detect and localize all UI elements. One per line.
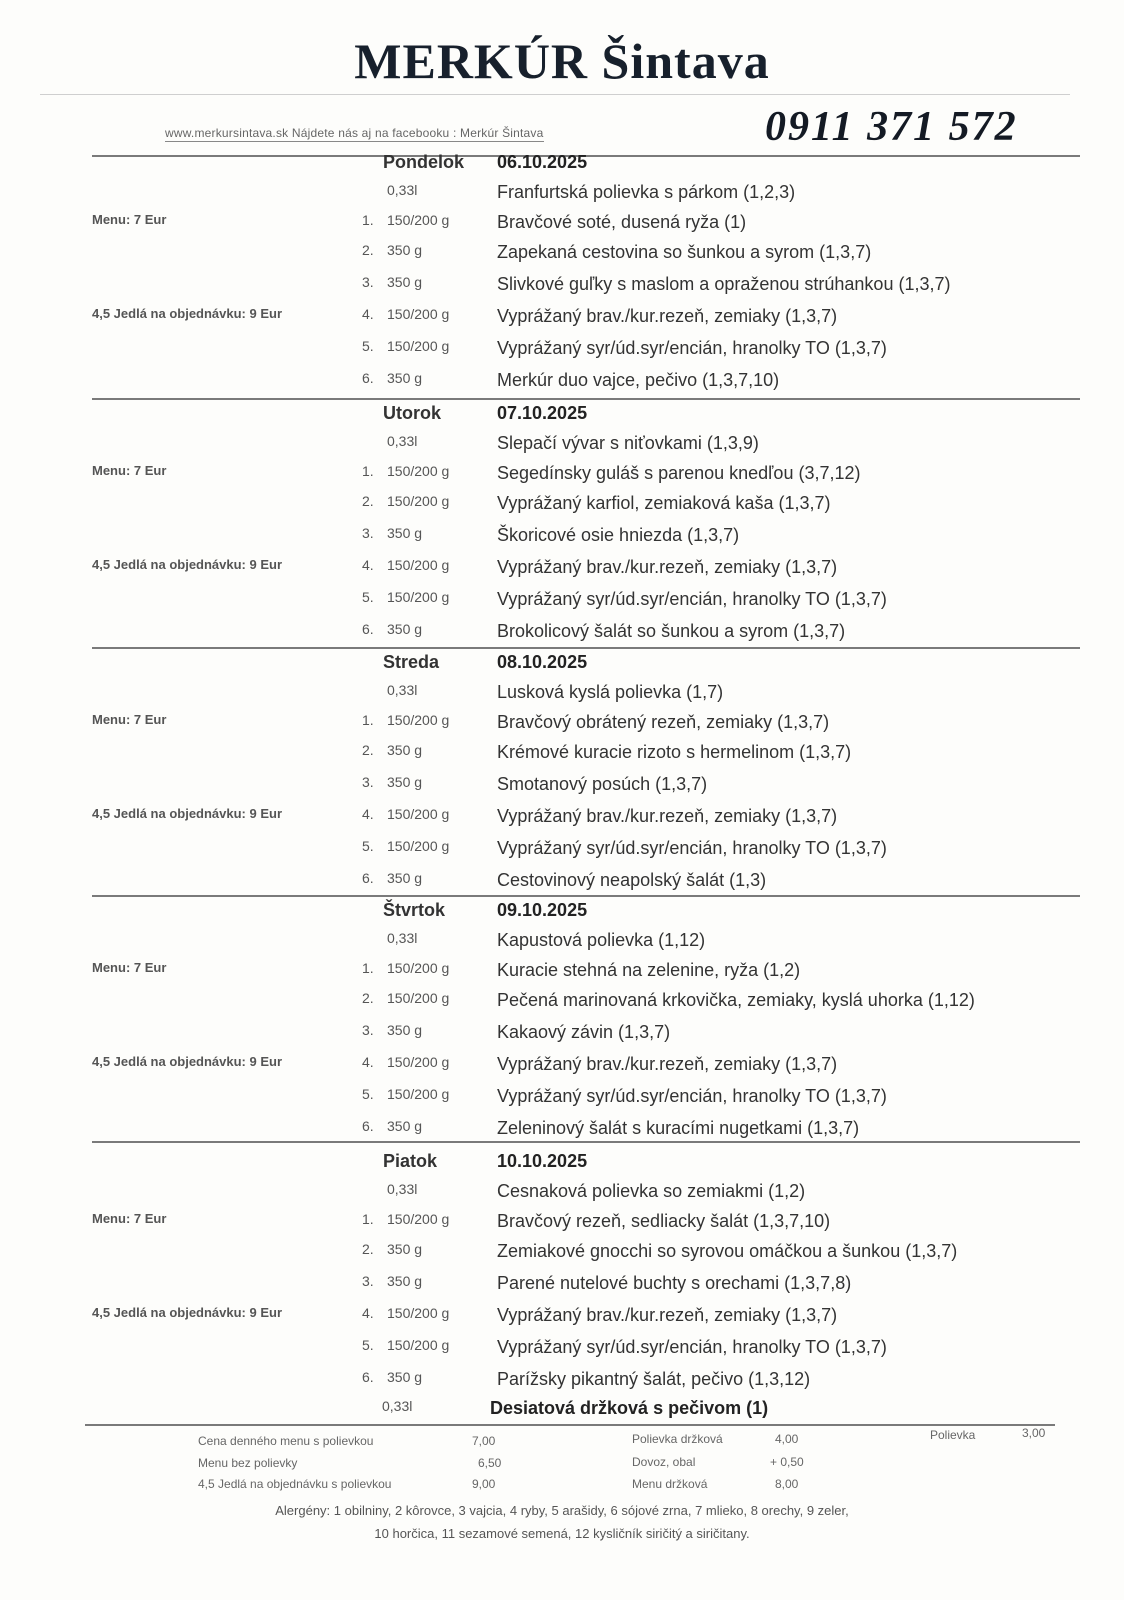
price-value: 6,50: [478, 1456, 502, 1470]
soup-dish: Slepačí vývar s niťovkami (1,3,9): [497, 433, 759, 453]
day-name: Pondelok: [383, 152, 465, 172]
menu-price-label: Menu: 7 Eur: [92, 1211, 167, 1226]
item-number: 3.: [362, 525, 374, 541]
item-dish: Zemiakové gnocchi so syrovou omáčkou a šunkou (1,3,7): [497, 1241, 958, 1261]
item-dish: Zapekaná cestovina so šunkou a syrom (1,3,7): [497, 242, 872, 262]
item-number: 4.: [362, 806, 374, 822]
special-dish: Desiatová držková s pečivom (1): [490, 1398, 769, 1418]
soup-dish: Lusková kyslá polievka (1,7): [497, 682, 724, 702]
item-number: 2.: [362, 990, 374, 1006]
order-price-label: 4,5 Jedlá na objednávku: 9 Eur: [92, 1054, 283, 1069]
menu-item-row: [0, 712, 1124, 742]
price-label: Cena denného menu s polievkou: [198, 1434, 374, 1448]
item-number: 6.: [362, 1118, 374, 1134]
price-label: Menu držková: [632, 1477, 708, 1491]
item-qty: 150/200 g: [387, 1054, 450, 1070]
item-qty: 350 g: [387, 1022, 423, 1038]
price-value: 7,00: [472, 1434, 496, 1448]
item-number: 2.: [362, 742, 374, 758]
item-qty: 150/200 g: [387, 493, 450, 509]
soup-dish: Cesnaková polievka so zemiakmi (1,2): [497, 1181, 806, 1201]
item-dish: Vyprážaný syr/úd.syr/encián, hranolky TO (1,3,7): [497, 838, 887, 858]
item-number: 5.: [362, 1337, 374, 1353]
item-qty: 350 g: [387, 274, 423, 290]
order-price-label: 4,5 Jedlá na objednávku: 9 Eur: [92, 806, 283, 821]
item-dish: Parížsky pikantný šalát, pečivo (1,3,12): [497, 1369, 811, 1389]
price-label: Polievka držková: [632, 1432, 723, 1446]
item-qty: 350 g: [387, 1241, 423, 1257]
menu-price-label: Menu: 7 Eur: [92, 212, 167, 227]
menu-price-label: Menu: 7 Eur: [92, 463, 167, 478]
soup-row: [0, 682, 1124, 712]
day-divider: [92, 1141, 1080, 1143]
menu-item-row: [0, 1211, 1124, 1241]
item-qty: 150/200 g: [387, 338, 450, 354]
menu-price-label: Menu: 7 Eur: [92, 960, 167, 975]
item-number: 1.: [362, 712, 374, 728]
menu-item-row: [0, 525, 1124, 555]
item-dish: Škoricové osie hniezda (1,3,7): [497, 525, 740, 545]
item-number: 3.: [362, 274, 374, 290]
soup-qty: 0,33l: [387, 930, 418, 946]
item-qty: 150/200 g: [387, 806, 450, 822]
menu-item-row: [0, 1337, 1124, 1367]
soup-qty: 0,33l: [387, 433, 418, 449]
item-number: 6.: [362, 1369, 374, 1385]
item-number: 4.: [362, 557, 374, 573]
item-qty: 150/200 g: [387, 712, 450, 728]
item-number: 6.: [362, 370, 374, 386]
item-number: 2.: [362, 242, 374, 258]
item-dish: Merkúr duo vajce, pečivo (1,3,7,10): [497, 370, 780, 390]
item-qty: 350 g: [387, 242, 423, 258]
item-qty: 150/200 g: [387, 1337, 450, 1353]
menu-item-row: [0, 370, 1124, 400]
soup-qty: 0,33l: [387, 1181, 418, 1197]
day-date: 10.10.2025: [497, 1151, 588, 1171]
item-number: 5.: [362, 1086, 374, 1102]
item-number: 1.: [362, 960, 374, 976]
item-number: 3.: [362, 1022, 374, 1038]
day-name: Štvrtok: [383, 900, 446, 920]
soup-row: [0, 433, 1124, 463]
item-dish: Bravčový obrátený rezeň, zemiaky (1,3,7): [497, 712, 830, 732]
day-date: 07.10.2025: [497, 403, 588, 423]
item-number: 3.: [362, 774, 374, 790]
item-qty: 150/200 g: [387, 990, 450, 1006]
day-header: [0, 1151, 1124, 1181]
item-number: 3.: [362, 1273, 374, 1289]
menu-item-row: [0, 493, 1124, 523]
menu-item-row: [0, 1022, 1124, 1052]
menu-item-row: [0, 960, 1124, 990]
item-number: 6.: [362, 870, 374, 886]
menu-item-row: [0, 990, 1124, 1020]
item-dish: Vyprážaný karfiol, zemiaková kaša (1,3,7): [497, 493, 831, 513]
item-qty: 150/200 g: [387, 463, 450, 479]
item-dish: Slivkové guľky s maslom a opraženou strúhankou (1,3,7): [497, 274, 951, 294]
item-dish: Bravčový rezeň, sedliacky šalát (1,3,7,10): [497, 1211, 831, 1231]
price-value: 3,00: [1022, 1426, 1046, 1440]
item-dish: Vyprážaný brav./kur.rezeň, zemiaky (1,3,7): [497, 1054, 838, 1074]
item-number: 2.: [362, 1241, 374, 1257]
item-number: 2.: [362, 493, 374, 509]
day-header: [0, 152, 1124, 182]
day-name: Utorok: [383, 403, 441, 423]
menu-item-row: [0, 274, 1124, 304]
price-label: Menu bez polievky: [198, 1456, 298, 1470]
item-qty: 150/200 g: [387, 1211, 450, 1227]
special-qty: 0,33l: [382, 1398, 413, 1414]
item-dish: Krémové kuracie rizoto s hermelinom (1,3,7): [497, 742, 852, 762]
item-dish: Segedínsky guláš s parenou knedľou (3,7,12): [497, 463, 861, 483]
day-date: 06.10.2025: [497, 152, 588, 172]
item-number: 5.: [362, 589, 374, 605]
day-divider: [92, 647, 1080, 649]
item-qty: 350 g: [387, 1369, 423, 1385]
menu-item-row: [0, 742, 1124, 772]
menu-item-row: [0, 1273, 1124, 1303]
item-dish: Pečená marinovaná krkovička, zemiaky, kyslá uhorka (1,12): [497, 990, 975, 1010]
menu-item-row: [0, 1305, 1124, 1335]
day-date: 08.10.2025: [497, 652, 588, 672]
soup-dish: Franfurtská polievka s párkom (1,2,3): [497, 182, 796, 202]
day-header: [0, 900, 1124, 930]
item-qty: 350 g: [387, 742, 423, 758]
website-facebook-line: www.merkursintava.sk Nájdete nás aj na facebooku : Merkúr Šintava: [165, 126, 544, 140]
item-dish: Bravčové soté, dusená ryža (1): [497, 212, 747, 232]
allergens-line-2: 10 horčica, 11 sezamové semená, 12 kysličník siričitý a siričitany.: [374, 1526, 750, 1541]
price-label: 4,5 Jedlá na objednávku s polievkou: [198, 1477, 392, 1491]
day-divider: [92, 895, 1080, 897]
price-label: Dovoz, obal: [632, 1455, 696, 1469]
soup-row: [0, 1181, 1124, 1211]
item-number: 4.: [362, 1305, 374, 1321]
price-value: + 0,50: [770, 1455, 804, 1469]
item-qty: 350 g: [387, 1118, 423, 1134]
restaurant-title: MERKÚR Šintava: [354, 33, 770, 89]
day-date: 09.10.2025: [497, 900, 588, 920]
item-qty: 150/200 g: [387, 960, 450, 976]
item-dish: Vyprážaný brav./kur.rezeň, zemiaky (1,3,7): [497, 557, 838, 577]
item-qty: 150/200 g: [387, 1305, 450, 1321]
item-qty: 350 g: [387, 370, 423, 386]
item-dish: Cestovinový neapolský šalát (1,3): [497, 870, 767, 890]
day-name: Streda: [383, 652, 440, 672]
item-dish: Smotanový posúch (1,3,7): [497, 774, 708, 794]
item-number: 1.: [362, 212, 374, 228]
price-label: Polievka: [930, 1428, 976, 1442]
item-dish: Kuracie stehná na zelenine, ryža (1,2): [497, 960, 801, 980]
menu-item-row: [0, 806, 1124, 836]
allergens-line-1: Alergény: 1 obilniny, 2 kôrovce, 3 vajcia, 4 ryby, 5 arašidy, 6 sójové zrna, 7 mlieko, 8 orechy, 9 zeler,: [275, 1503, 849, 1518]
soup-row: [0, 930, 1124, 960]
soup-qty: 0,33l: [387, 182, 418, 198]
item-dish: Vyprážaný brav./kur.rezeň, zemiaky (1,3,7): [497, 806, 838, 826]
soup-dish: Kapustová polievka (1,12): [497, 930, 706, 950]
menu-item-row: [0, 463, 1124, 493]
day-header: [0, 652, 1124, 682]
menu-item-row: [0, 242, 1124, 272]
menu-item-row: [0, 589, 1124, 619]
soup-row: [0, 182, 1124, 212]
day-header: [0, 403, 1124, 433]
menu-item-row: [0, 1369, 1124, 1399]
item-dish: Vyprážaný brav./kur.rezeň, zemiaky (1,3,7): [497, 306, 838, 326]
item-qty: 350 g: [387, 525, 423, 541]
menu-item-row: [0, 838, 1124, 868]
item-dish: Kakaový závin (1,3,7): [497, 1022, 671, 1042]
item-qty: 150/200 g: [387, 838, 450, 854]
item-qty: 150/200 g: [387, 557, 450, 573]
order-price-label: 4,5 Jedlá na objednávku: 9 Eur: [92, 1305, 283, 1320]
order-price-label: 4,5 Jedlá na objednávku: 9 Eur: [92, 306, 283, 321]
item-number: 5.: [362, 838, 374, 854]
item-qty: 350 g: [387, 774, 423, 790]
item-number: 5.: [362, 338, 374, 354]
soup-qty: 0,33l: [387, 682, 418, 698]
item-number: 4.: [362, 1054, 374, 1070]
item-dish: Vyprážaný syr/úd.syr/encián, hranolky TO (1,3,7): [497, 338, 887, 358]
item-number: 6.: [362, 621, 374, 637]
price-value: 8,00: [775, 1477, 799, 1491]
menu-price-label: Menu: 7 Eur: [92, 712, 167, 727]
item-qty: 350 g: [387, 1273, 423, 1289]
item-dish: Vyprážaný syr/úd.syr/encián, hranolky TO (1,3,7): [497, 1337, 887, 1357]
item-qty: 150/200 g: [387, 306, 450, 322]
menu-item-row: [0, 774, 1124, 804]
menu-item-row: [0, 306, 1124, 336]
price-value: 4,00: [775, 1432, 799, 1446]
item-number: 4.: [362, 306, 374, 322]
item-qty: 150/200 g: [387, 1086, 450, 1102]
menu-item-row: [0, 338, 1124, 368]
price-value: 9,00: [472, 1477, 496, 1491]
item-dish: Vyprážaný syr/úd.syr/encián, hranolky TO (1,3,7): [497, 589, 887, 609]
item-dish: Parené nutelové buchty s orechami (1,3,7,8): [497, 1273, 852, 1293]
menu-item-row: [0, 1118, 1124, 1148]
item-qty: 350 g: [387, 621, 423, 637]
menu-item-row: [0, 1241, 1124, 1271]
phone-number: 0911 371 572: [765, 104, 1018, 150]
day-divider: [92, 398, 1080, 400]
item-number: 1.: [362, 463, 374, 479]
menu-item-row: [0, 212, 1124, 242]
divider: [85, 1424, 1055, 1426]
item-qty: 150/200 g: [387, 589, 450, 605]
item-dish: Vyprážaný syr/úd.syr/encián, hranolky TO (1,3,7): [497, 1086, 887, 1106]
item-dish: Zeleninový šalát s kuracími nugetkami (1,3,7): [497, 1118, 860, 1138]
item-dish: Brokolicový šalát so šunkou a syrom (1,3,7): [497, 621, 846, 641]
menu-item-row: [0, 557, 1124, 587]
item-dish: Vyprážaný brav./kur.rezeň, zemiaky (1,3,7): [497, 1305, 838, 1325]
menu-item-row: [0, 1086, 1124, 1116]
order-price-label: 4,5 Jedlá na objednávku: 9 Eur: [92, 557, 283, 572]
menu-item-row: [0, 1054, 1124, 1084]
day-name: Piatok: [383, 1151, 438, 1171]
item-qty: 150/200 g: [387, 212, 450, 228]
item-qty: 350 g: [387, 870, 423, 886]
divider: [40, 94, 1070, 95]
item-number: 1.: [362, 1211, 374, 1227]
